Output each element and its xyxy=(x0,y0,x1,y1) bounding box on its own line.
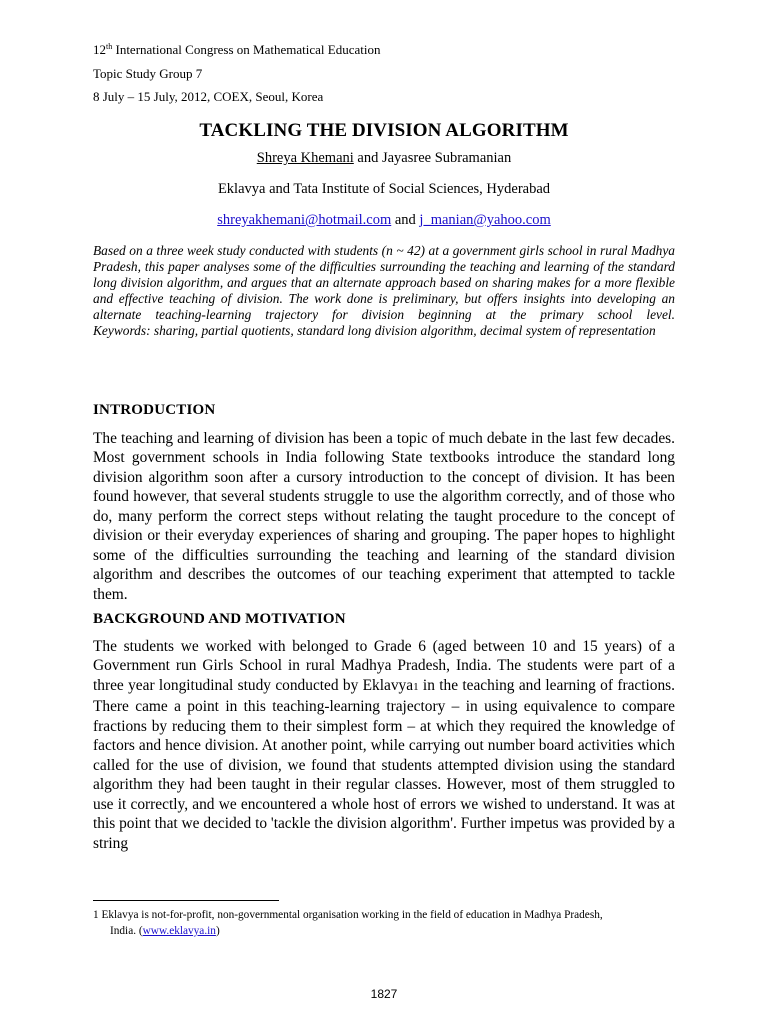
footnote-pre: India. ( xyxy=(110,925,143,937)
section-heading-background: BACKGROUND AND MOTIVATION xyxy=(93,611,346,627)
page-number: 1827 xyxy=(370,987,398,1001)
footnote-reference[interactable]: 1 xyxy=(413,680,419,693)
email-link-2[interactable]: j_manian@yahoo.com xyxy=(419,212,551,228)
author-emails xyxy=(0,211,768,229)
congress-number: 12 xyxy=(93,42,106,57)
topic-group: Topic Study Group 7 xyxy=(93,66,203,81)
introduction-body xyxy=(93,429,675,604)
author-primary: Shreya Khemani xyxy=(256,150,354,166)
footnote-line-2 xyxy=(93,923,693,939)
footnote-post: ) xyxy=(215,925,220,937)
background-paragraph xyxy=(93,637,675,853)
paper-title: TACKLING THE DIVISION ALGORITHM xyxy=(199,120,569,141)
author-join: and Jayasree Subramanian xyxy=(353,150,512,166)
congress-suffix: th xyxy=(106,42,113,51)
section-heading-introduction: INTRODUCTION xyxy=(93,402,216,418)
keywords: Keywords: sharing, partial quotients, standard long division algorithm, decimal system of representation xyxy=(93,322,656,338)
congress-rest: International Congress on Mathematical Education xyxy=(112,42,381,57)
abstract xyxy=(93,243,675,338)
abstract-text: Based on a three week study conducted with students (n ~ 42) at a government girls school in rural Madhya Pradesh, this paper analyses some of the difficulties surrounding the teaching and learning of the standard long division algorithm, and argues that an alternate approach based on sharing makes for a more flexible and effective teaching of division. The work done is preliminary, but offers insights into developing an alternate teaching-learning trajectory for division beginning at the primary school level. xyxy=(93,243,675,322)
email-link-1[interactable]: shreyakhemani@hotmail.com xyxy=(217,212,392,228)
eklavya-link[interactable]: www.eklavya.in xyxy=(142,925,216,937)
background-text-start: The students we worked with belonged to Grade 6 (aged between 10 and 15 years) of a Government run Girls School in rural Madhya Pradesh, India. The students were part of a three year longitudinal study conducted by Eklavya xyxy=(93,638,675,694)
footnote xyxy=(93,907,693,939)
introduction-paragraph: The teaching and learning of division has been a topic of much debate in the last few decades. Most government schools in India following State textbooks introduce the standard long division algorithm soon after a cursory introduction to the concept of division. It has been found however, that several students struggle to use the algorithm correctly, and of those who do, many perform the correct steps without relating the taught procedure to the concept of division or their everyday experiences of sharing and grouping. The paper hopes to highlight some of the difficulties surrounding the teaching and learning of the standard division algorithm and describes the outcomes of our teaching experiment that attempted to tackle them. xyxy=(93,430,675,603)
background-text-end: in the teaching and learning of fractions. There came a point in this teaching-learning trajectory – in using equivalence to compare fractions by reducing them to their simplest form – at which they required the knowledge of factors and hence division. At another point, while carrying out number board activities which called for the use of division, we found that students attempted division using the standard algorithm they had been taught in their regular classes. However, most of them struggled to use it correctly, and we encountered a whole host of errors we wished to understand. It was at this point that we decided to 'tackle the division algorithm'. Further impetus was provided by a string xyxy=(93,676,676,852)
background-body xyxy=(93,637,675,853)
authors xyxy=(0,149,768,167)
affiliation: Eklavya and Tata Institute of Social Sciences, Hyderabad xyxy=(217,181,551,197)
footnote-line-1: 1 Eklavya is not-for-profit, non-governmental organisation working in the field of education in Madhya Pradesh, xyxy=(93,909,603,921)
email-join: and xyxy=(391,212,420,228)
conference-name xyxy=(93,42,380,58)
dates-venue: 8 July – 15 July, 2012, COEX, Seoul, Korea xyxy=(93,89,324,104)
footnote-divider xyxy=(93,900,279,901)
